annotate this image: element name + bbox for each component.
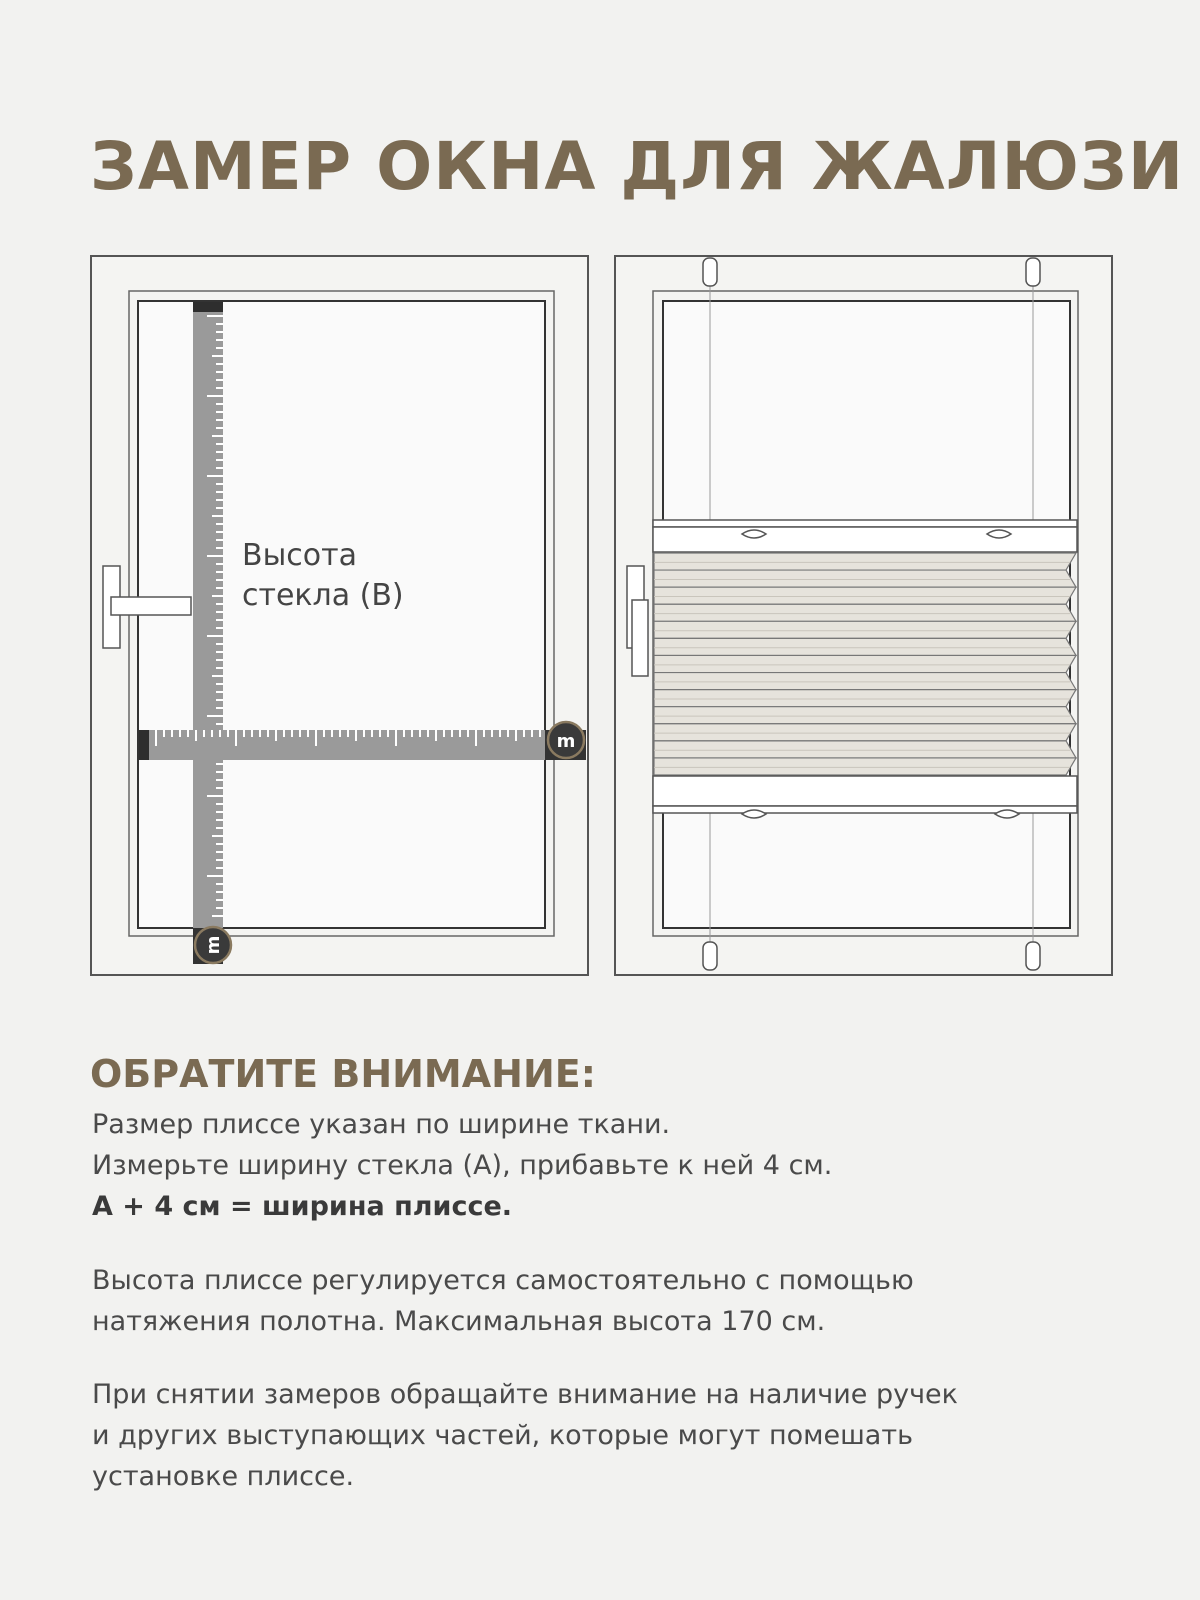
pleat-fold xyxy=(654,724,1076,741)
pleat-fold xyxy=(654,587,1076,604)
notice-line: Измерьте ширину стекла (А), прибавьте к ней 4 см. xyxy=(92,1150,833,1181)
notice-line: Размер плиссе указан по ширине ткани. xyxy=(92,1109,671,1140)
tape-logo-vertical xyxy=(195,927,231,963)
notice-heading: ОБРАТИТЕ ВНИМАНИЕ: xyxy=(90,1052,596,1096)
pleat-fold xyxy=(654,758,1076,775)
glass-height-label: Высота xyxy=(242,538,357,573)
notice-paragraph-3 xyxy=(92,1374,958,1497)
pleat-fold xyxy=(654,638,1076,655)
svg-text:m: m xyxy=(556,731,576,752)
pleated-fabric xyxy=(654,553,1076,775)
pleat-top-rail xyxy=(653,520,1077,552)
notice-line: натяжения полотна. Максимальная высота 170 см. xyxy=(92,1306,826,1337)
svg-text:m: m xyxy=(203,935,224,955)
notice-paragraph-1 xyxy=(92,1104,832,1227)
notice-line: и других выступающих частей, которые могут помешать xyxy=(92,1420,913,1451)
page-title: ЗАМЕР ОКНА ДЛЯ ЖАЛЮЗИ xyxy=(90,128,1185,205)
notice-line: Высота плиссе регулируется самостоятельно с помощью xyxy=(92,1265,914,1296)
pleat-fold xyxy=(654,690,1076,707)
left-window xyxy=(91,256,588,975)
pleat-fold xyxy=(654,570,1076,587)
pleat-fold xyxy=(654,707,1076,724)
pleat-fold xyxy=(654,621,1076,638)
notice-line: установке плиссе. xyxy=(92,1461,355,1492)
glass-height-label-2: стекла (B) xyxy=(242,578,404,613)
pleat-fold xyxy=(654,553,1076,570)
pleat-fold xyxy=(654,655,1076,672)
horizontal-measuring-tape xyxy=(139,730,586,760)
notice-paragraph-2 xyxy=(92,1260,914,1342)
pleat-fold xyxy=(654,741,1076,758)
right-window xyxy=(615,256,1112,975)
pleat-bottom-rail xyxy=(653,776,1077,818)
notice-line: При снятии замеров обращайте внимание на наличие ручек xyxy=(92,1379,958,1410)
vertical-measuring-tape xyxy=(193,302,223,964)
tape-logo-horizontal xyxy=(548,722,584,758)
notice-formula: А + 4 см = ширина плиссе. xyxy=(92,1191,513,1222)
pleat-fold xyxy=(654,604,1076,621)
pleat-fold xyxy=(654,673,1076,690)
